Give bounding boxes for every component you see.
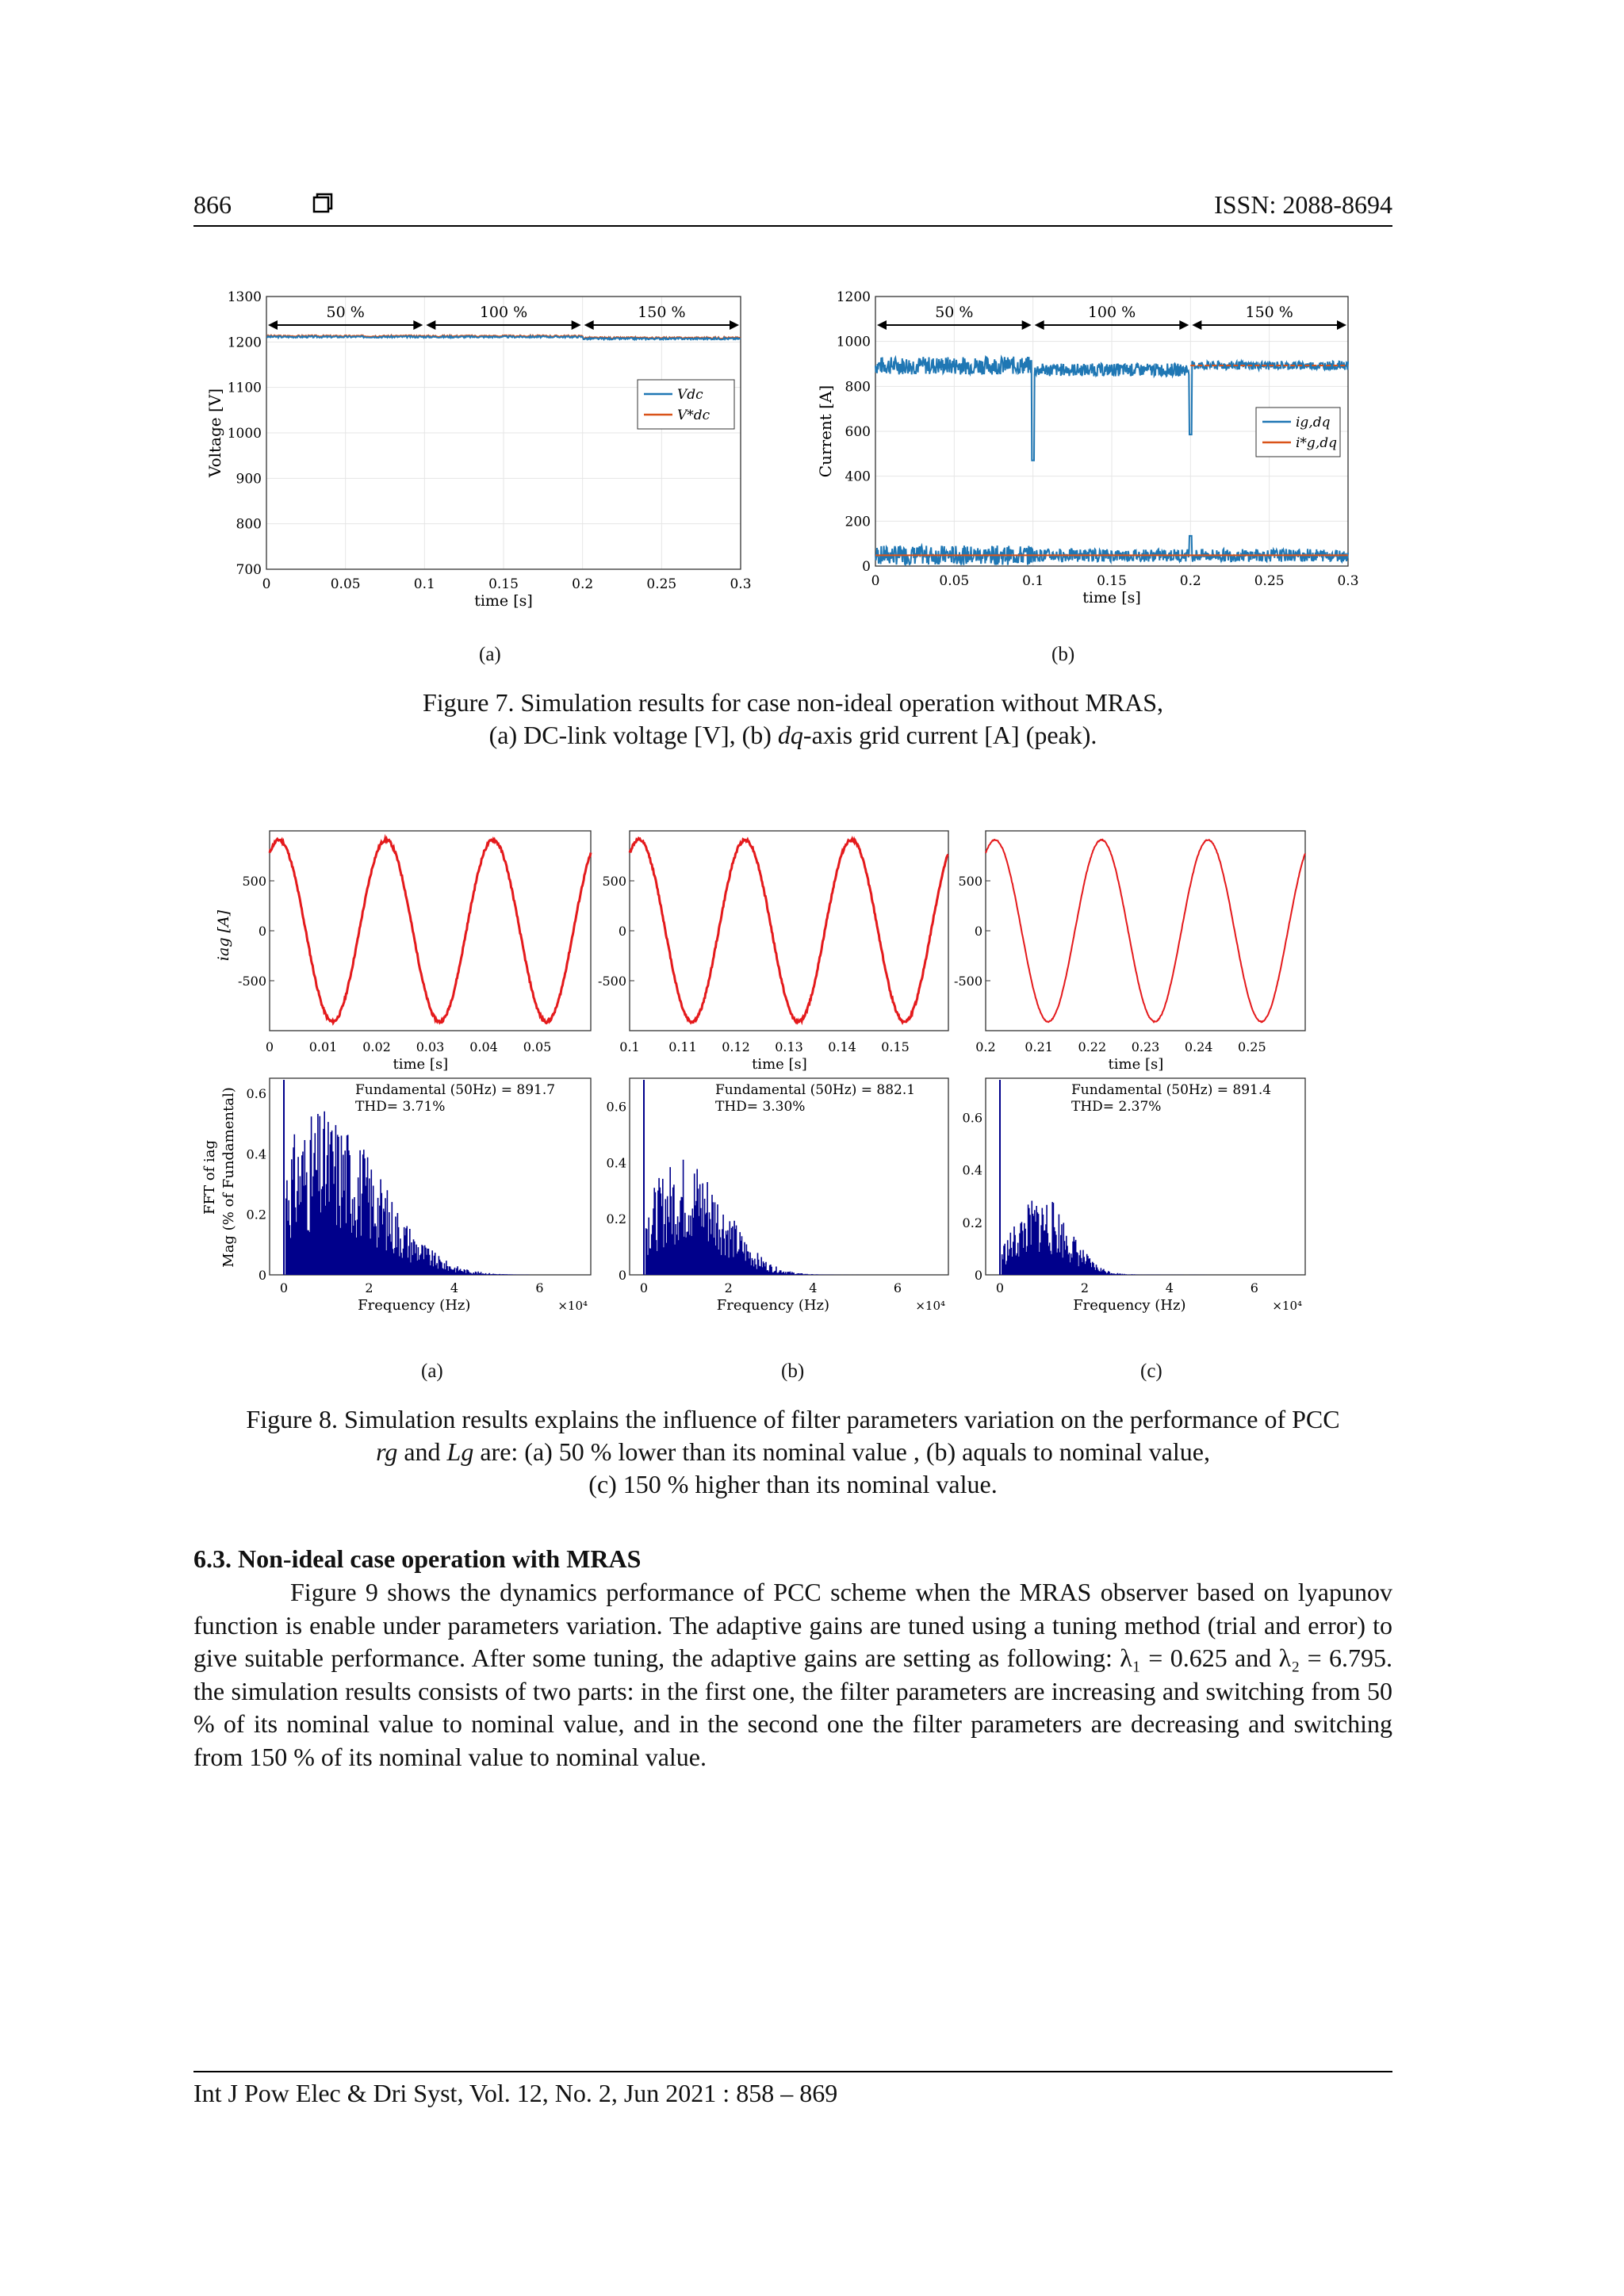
x-tick-label: 0.21 — [1025, 1039, 1053, 1054]
x-tick-label: 2 — [365, 1280, 373, 1295]
thd-text: THD= 3.30% — [715, 1099, 806, 1115]
y-tick-label: 800 — [845, 379, 871, 396]
x-axis-label: Frequency (Hz) — [358, 1297, 471, 1314]
y-tick-label: 0 — [974, 1268, 982, 1283]
figure-8a-label: (a) — [421, 1360, 443, 1382]
x-tick-label: 0.3 — [1337, 573, 1359, 589]
x-tick-label: 4 — [450, 1280, 459, 1295]
y-tick-label: 0 — [618, 924, 626, 939]
figure-8-caption — [193, 1403, 1392, 1501]
figure-7-caption-line2: (a) DC-link voltage [V], (b) dq-axis grid current [A] (peak). — [488, 721, 1097, 749]
y-tick-label: 1200 — [836, 289, 871, 305]
x-axis-multiplier: ×10⁴ — [1272, 1299, 1302, 1313]
y-tick-label: 1000 — [227, 426, 262, 442]
y-tick-label: 0 — [974, 924, 982, 939]
x-tick-label: 0.23 — [1131, 1039, 1160, 1054]
y-tick-label: 0.2 — [606, 1211, 626, 1227]
footer-rule — [193, 2071, 1392, 2072]
arrow-head — [1179, 320, 1189, 330]
y-tick-label: 1100 — [227, 380, 262, 396]
x-tick-label: 0.15 — [488, 576, 519, 592]
x-tick-label: 0 — [639, 1280, 649, 1295]
legend-label: i*g,dq — [1296, 435, 1337, 451]
y-tick-label: 500 — [958, 874, 982, 889]
thd-text: THD= 3.71% — [355, 1099, 446, 1115]
arrow-head — [572, 320, 581, 330]
y-tick-label: 0 — [258, 924, 266, 939]
y-axis-label: Current [A] — [816, 385, 835, 478]
fft-y-label-1: FFT of iag — [201, 1140, 218, 1215]
y-tick-label: 0.4 — [246, 1146, 266, 1162]
x-tick-label: 0.1 — [619, 1039, 640, 1054]
y-tick-label: 900 — [236, 471, 262, 488]
x-tick-label: 0.04 — [469, 1039, 498, 1054]
x-tick-label: 6 — [893, 1280, 902, 1295]
y-tick-label: 0.2 — [962, 1215, 982, 1230]
arrow-head — [1022, 320, 1032, 330]
y-tick-label: 0.2 — [246, 1207, 266, 1223]
y-tick-label: 800 — [236, 516, 262, 533]
x-axis-label: time [s] — [474, 592, 533, 610]
y-tick-label: 0.4 — [606, 1155, 626, 1171]
waveform-frame — [630, 831, 948, 1031]
arrow-head — [1192, 320, 1201, 330]
y-tick-label: 0 — [258, 1268, 266, 1283]
figure-8c-label: (c) — [1140, 1360, 1162, 1382]
y-tick-label: 500 — [242, 874, 266, 889]
arrow-head — [730, 320, 739, 330]
x-axis-label: time [s] — [752, 1056, 807, 1073]
figure-8b-label: (b) — [781, 1360, 805, 1382]
arrow-head — [584, 320, 594, 330]
figure-7-caption — [193, 687, 1392, 752]
x-tick-label: 0.13 — [775, 1039, 803, 1054]
x-axis-label: time [s] — [1108, 1056, 1164, 1073]
x-axis-label: Frequency (Hz) — [716, 1297, 830, 1314]
waveform-frame — [986, 831, 1305, 1031]
figure-7b-label: (b) — [1051, 644, 1075, 665]
x-tick-label: 0.15 — [881, 1039, 910, 1054]
x-tick-label: 0.1 — [413, 576, 435, 592]
x-axis-multiplier: ×10⁴ — [557, 1299, 588, 1313]
x-tick-label: 0 — [279, 1280, 289, 1295]
journal-issn: ISSN: 2088-8694 — [1214, 190, 1392, 219]
legend-label: Vdc — [677, 387, 703, 403]
x-axis-label: Frequency (Hz) — [1073, 1297, 1186, 1314]
y-tick-label: 0 — [618, 1268, 626, 1283]
x-tick-label: 2 — [724, 1280, 733, 1295]
legend-label: V*dc — [677, 408, 710, 423]
x-tick-label: 0.2 — [1179, 573, 1201, 589]
x-tick-label: 0 — [265, 1039, 274, 1054]
figure-8-caption-line3: (c) 150 % higher than its nominal value. — [588, 1470, 998, 1498]
x-axis-multiplier: ×10⁴ — [915, 1299, 945, 1313]
x-axis-label: time [s] — [1082, 589, 1141, 607]
x-tick-label: 0.15 — [1097, 573, 1127, 589]
y-tick-label: -500 — [598, 974, 626, 989]
y-tick-label: 1200 — [227, 335, 262, 351]
x-tick-label: 0.14 — [828, 1039, 856, 1054]
x-tick-label: 0.05 — [330, 576, 361, 592]
x-tick-label: 0.2 — [572, 576, 594, 592]
section-paragraph: Figure 9 shows the dynamics performance of PCC scheme when the MRAS observer based on lyapunov function is enable under parameters variation. The adaptive gains are tuned using a tuning method (trial and error) to give suitable performance. After some tuning, the adaptive gains are setting as following: λ₁ = 0.625 and λ₂ = 6.795. the simulation results consists of two parts: in the first one, the filter parameters are increasing and switching from 50 % of its nominal value to nominal value, and in the second one the filter parameters are decreasing and switching from 150 % of its nominal value to nominal value. — [193, 1578, 1392, 1771]
x-tick-label: 0.03 — [416, 1039, 445, 1054]
x-tick-label: 0.05 — [939, 573, 970, 589]
fundamental-text: Fundamental (50Hz) = 891.7 — [355, 1082, 556, 1098]
segment-label: 50 % — [935, 304, 974, 321]
arrow-head — [1337, 320, 1346, 330]
y-tick-label: 0.6 — [246, 1086, 266, 1102]
figure-7 — [0, 0, 1624, 761]
y-tick-label: 0 — [862, 559, 871, 575]
y-tick-label: 1300 — [227, 289, 262, 305]
x-tick-label: 0.05 — [523, 1039, 552, 1054]
x-tick-label: 0.11 — [668, 1039, 697, 1054]
arrow-head — [268, 320, 278, 330]
figure-8-caption-line1: Figure 8. Simulation results explains the influence of filter parameters variation on the performance of PCC — [246, 1405, 1340, 1433]
fundamental-text: Fundamental (50Hz) = 882.1 — [715, 1082, 916, 1098]
y-tick-label: 0.4 — [962, 1162, 982, 1178]
x-tick-label: 0 — [995, 1280, 1005, 1295]
footer-citation: Int J Pow Elec & Dri Syst, Vol. 12, No. 2, Jun 2021 : 858 – 869 — [193, 2079, 838, 2107]
segment-label: 50 % — [326, 304, 365, 321]
y-tick-label: 0.6 — [606, 1099, 626, 1115]
x-tick-label: 6 — [1250, 1280, 1258, 1295]
x-tick-label: 4 — [809, 1280, 818, 1295]
x-tick-label: 0 — [871, 573, 880, 589]
x-tick-label: 0.12 — [722, 1039, 750, 1054]
x-tick-label: 0.2 — [975, 1039, 996, 1054]
x-tick-label: 0.25 — [1238, 1039, 1266, 1054]
figure-7a-label: (a) — [479, 644, 501, 665]
figure-8-plots — [201, 831, 1305, 1314]
waveform-y-label: iag [A] — [215, 909, 232, 962]
segment-label: 100 % — [1087, 304, 1136, 321]
thd-text: THD= 2.37% — [1071, 1099, 1162, 1115]
x-tick-label: 0.01 — [308, 1039, 338, 1054]
x-tick-label: 0.02 — [362, 1039, 391, 1054]
x-tick-label: 0.24 — [1184, 1039, 1213, 1054]
x-tick-label: 0.25 — [1254, 573, 1285, 589]
section-heading: 6.3. Non-ideal case operation with MRAS — [193, 1544, 642, 1573]
arrow-head — [877, 320, 887, 330]
segment-label: 150 % — [1245, 304, 1293, 321]
segment-label: 100 % — [479, 304, 528, 321]
x-tick-label: 0 — [262, 576, 271, 592]
x-tick-label: 0.3 — [730, 576, 752, 592]
segment-label: 150 % — [638, 304, 686, 321]
y-tick-label: 700 — [236, 562, 262, 578]
y-tick-label: 400 — [845, 469, 871, 485]
fundamental-text: Fundamental (50Hz) = 891.4 — [1071, 1082, 1272, 1098]
y-tick-label: 0.6 — [962, 1110, 982, 1126]
x-tick-label: 0.22 — [1078, 1039, 1107, 1054]
figure-7a-voltage-plot — [205, 289, 752, 610]
waveform-frame — [270, 831, 591, 1031]
x-tick-label: 2 — [1080, 1280, 1090, 1295]
y-tick-label: -500 — [954, 974, 982, 989]
fft-y-label-2: Mag (% of Fundamental) — [220, 1087, 237, 1268]
x-tick-label: 0.1 — [1022, 573, 1044, 589]
y-axis-label: Voltage [V] — [205, 388, 224, 478]
figure-7b-current-plot — [816, 289, 1359, 607]
y-tick-label: 1000 — [836, 334, 871, 350]
figure-8-caption-line2: rg and Lg are: (a) 50 % lower than its nominal value , (b) aquals to nominal value, — [376, 1437, 1210, 1466]
x-tick-label: 6 — [535, 1280, 544, 1295]
y-tick-label: 200 — [845, 514, 871, 530]
legend-label: ig,dq — [1296, 415, 1331, 430]
x-tick-label: 4 — [1165, 1280, 1174, 1295]
arrow-head — [1035, 320, 1044, 330]
x-tick-label: 0.25 — [646, 576, 677, 592]
y-tick-label: 600 — [845, 424, 871, 440]
arrow-head — [413, 320, 423, 330]
figure-8 — [0, 809, 1624, 1348]
arrow-head — [426, 320, 435, 330]
y-tick-label: -500 — [238, 974, 266, 989]
y-tick-label: 500 — [602, 874, 626, 889]
figure-7-caption-line1: Figure 7. Simulation results for case non-ideal operation without MRAS, — [422, 688, 1164, 717]
page-number: 866 — [193, 190, 232, 219]
x-axis-label: time [s] — [393, 1056, 449, 1073]
